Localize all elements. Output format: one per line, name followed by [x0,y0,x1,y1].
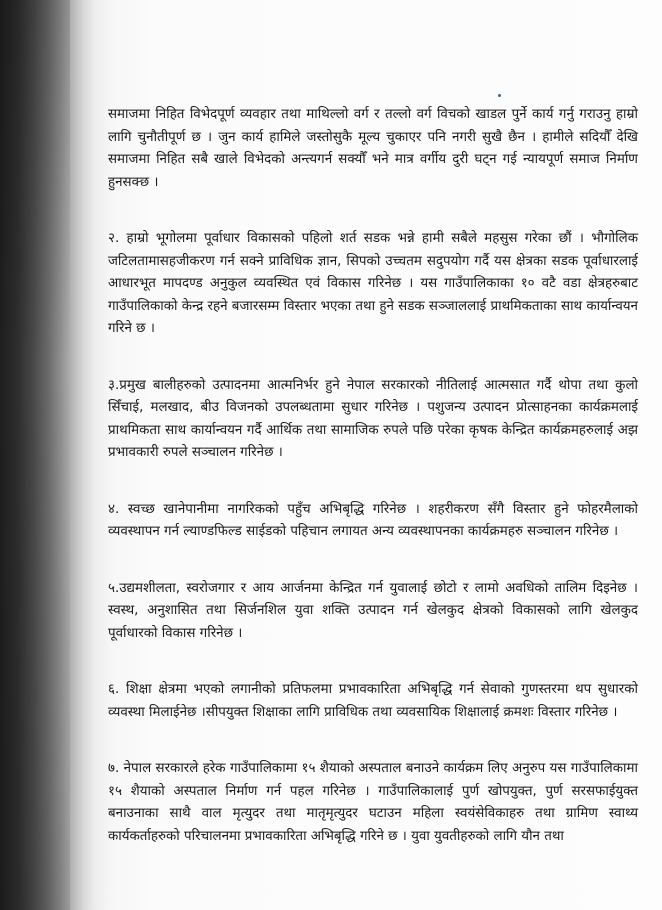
binding-shadow [0,0,70,910]
ink-speck [498,94,501,97]
paragraph-intro: समाजमा निहित विभेदपूर्ण व्यवहार तथा माथिल्लो वर्ग र तल्लो वर्ग विचको खाडल पुर्ने कार्य गर्नु गराउनु हाम्रो लागि चुनौतीपूर्ण छ । जुन कार्य हामिले जस्तोसुकै मूल्य चुकाएर पनि नगरी सुखै छैन । हामीले सदियौँ देखि समाजमा निहित सबै खाले विभेदको अन्त्यगर्न सक्यौँ भने मात्र वर्गीय दुरी घट्न गई न्यायपूर्ण समाज निर्माण हुनसक्छ । [108,107,638,190]
paragraph-7-health: ७. नेपाल सरकारले हरेक गाउँपालिकामा १५ शैयाको अस्पताल बनाउने कार्यक्रम लिए अनुरुप यस गाउँपालिकामा १५ शैयाको अस्पताल निर्माण गर्न पहल गरिनेछ । गाउँपालिकालाई पुर्ण खोपयुक्त, पुर्ण सरसफाईयुक्त बनाउनाका साथै वाल मृत्युदर तथा मातृमृत्युदर घटाउन महिला स्वयंसेविकाहरु तथा ग्रामिण स्वाथ्य कार्यकर्ताहरुको परिचालनमा प्रभावकारिता अभिबृद्धि गरिने छ । युवा युवतीहरुको लागि यौन तथा [108,761,638,844]
paragraph-2-roads: २. हाम्रो भूगोलमा पूर्वाधार विकासको पहिलो शर्त सडक भन्ने हामी सबैले महसुस गरेका छौं । भौगोलिक जटिलतामासहजीकरण गर्न सक्ने प्राविधिक ज्ञान, सिपको उच्चतम सदुपयोग गर्दै यस क्षेत्रका सडक पूर्वाधारलाई आधारभूत मापदण्ड अनुकुल व्यवस्थित एवं विकास गरिनेछ । यस गाउँपालिकाका १० वटै वडा क्षेत्रहरुबाट गाउँपालिकाको केन्द्र रहने बजारसम्म विस्तार भएका तथा हुने सडक सञ्जाललाई प्राथमिकताका साथ कार्यान्वयन गरिने छ । [108,231,638,336]
document-body [108,104,638,882]
paragraph-3-agriculture: ३.प्रमुख बालीहरुको उत्पादनमा आत्मनिर्भर हुने नेपाल सरकारको नीतिलाई आत्मसात गर्दै थोपा तथा कुलो सिँचाई, मलखाद, बीउ विजनको उपलब्धतामा सुधार गरिनेछ । पशुजन्य उत्पादन प्रोत्साहनका कार्यक्रमलाई प्राथमिकता साथ कार्यान्वयन गर्दै आर्थिक तथा सामाजिक रुपले पछि परेका कृषक केन्द्रित कार्यक्रमहरुलाई अझ प्रभावकारी रुपले सञ्चालन गरिनेछ । [108,377,638,460]
paragraph-6-education: ६. शिक्षा क्षेत्रमा भएको लगानीको प्रतिफलमा प्रभावकारिता अभिबृद्धि गर्न सेवाको गुणस्तरमा थप सुधारको व्यवस्था मिलाईनेछ ।सीपयुक्त शिक्षाका लागि प्राविधिक तथा व्यवसायिक शिक्षालाई क्रमशः विस्तार गरिनेछ । [108,682,638,720]
paragraph-4-water: ४. स्वच्छ खानेपानीमा नागरिकको पहुँच अभिबृद्धि गरिनेछ । शहरीकरण सँगै विस्तार हुने फोहरमैलाको व्यवस्थापन गर्न ल्याण्डफिल्ड साईडको पहिचान लगायत अन्य व्यवस्थापनका कार्यक्रमहरु सञ्चालन गरिनेछ । [108,501,638,539]
paragraph-5-youth: ५.उद्यमशीलता, स्वरोजगार र आय आर्जनमा केन्द्रित गर्न युवालाई छोटो र लामो अवधिको तालिम दिइनेछ । स्वस्थ, अनुशासित तथा सिर्जनशिल युवा शक्ति उत्पादन गर्न खेलकुद क्षेत्रको विकासको लागि खेलकुद पूर्वाधारको विकास गरिनेछ । [108,580,638,641]
